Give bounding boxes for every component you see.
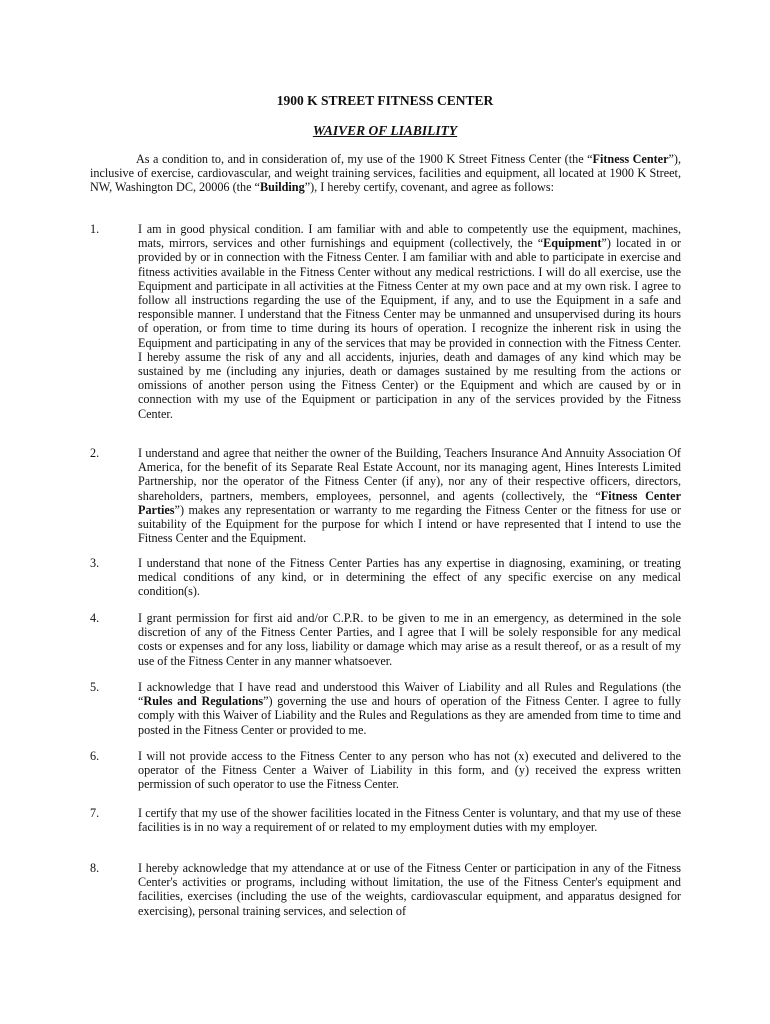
clause-2 [90,446,681,545]
intro-text: ”), I hereby certify, covenant, and agree as follows: [304,180,554,195]
clause-text-part: ”) located in or provided by or in connection with the Fitness Center. I am familiar with and able to participate in exercise and fitness activities available in the Fitness Center without any medical restrictions. I will do all exercise, use the Equipment and participate in all activities at the Fitness Center at my own pace and at my own risk. I agree to follow all instructions regarding the use of the Equipment, if any, and to use the Equipment in a safe and responsible manner. I understand that the Fitness Center may be unmanned and unsupervised during its hours of operation, or from time to time during its hours of operation. I recognize the inherent risk in using the Equipment and participating in any of the services that may be provided in connection with the Fitness Center. I hereby assume the risk of any and all accidents, injuries, death and damages of any kind which may be sustained by me (including any injuries, death or damages sustained by me resulting from the actions or omissions of another person using the Fitness Center) or the Equipment and which are caused by or in connection with my use of the Equipment or participation in any of the services provided by the Fitness Center. [138,236,681,421]
clause-text [138,611,681,668]
clause-7 [90,806,681,834]
clause-1 [90,222,681,421]
clause-text-part: I will not provide access to the Fitness Center to any person who has not (x) executed and delivered to the operator of the Fitness Center a Waiver of Liability in this form, and (y) received the express written permission of such operator to use the Fitness Center. [138,749,681,792]
defined-term: Rules and Regulations [143,694,264,709]
clause-number: 6. [90,749,100,763]
clause-text-part: I understand that none of the Fitness Center Parties has any expertise in diagnosing, examining, or treating medical conditions of any kind, or in determining the effect of any specific exercise on any medical condition(s). [138,556,681,599]
clause-number: 7. [90,806,100,820]
intro-text: ”), inclusive of exercise, cardiovascular, and weight training services, facilities and equipment, all located at 1900 K Street, NW, Washington DC, 20006 (the “ [90,152,682,195]
clause-text [138,749,681,792]
clause-6 [90,749,681,792]
clause-number: 2. [90,446,100,460]
clause-number: 1. [90,222,100,236]
clause-text-part: ”) makes any representation or warranty to me regarding the Fitness Center or the fitness for use or suitability of the Equipment for the purpose for which I intend or have represented that I intend to use the Fitness Center and the Equipment. [138,502,681,546]
clause-text-part: I hereby acknowledge that my attendance at or use of the Fitness Center or participation in any of the Fitness Center's activities or programs, including without limitation, the use of the Fitness Center's equipment and facilities, exercises (including the use of the weights, cardiovascular equipment, and apparatus designed for exercising), personal training services, and selection of [138,861,681,918]
clause-text-part: I understand and agree that neither the owner of the Building, Teachers Insurance And Annuity Association Of America, for the benefit of its Separate Real Estate Account, nor its managing agent, Hines Interests Limited Partnership, nor the operator of the Fitness Center (if any), nor any of their respective officers, directors, shareholders, partners, members, employees, personnel, and agents (collectively, the “ [138,446,681,503]
clause-text-part: I grant permission for first aid and/or C.P.R. to be given to me in an emergency, as determined in the sole discretion of any of the Fitness Center Parties, and I agree that I will be solely responsible for any medical costs or expenses and for any loss, liability or damage which may arise as a result thereof, or as a result of my use of the Fitness Center in any manner whatsoever. [138,611,681,668]
clause-text [138,806,681,834]
clause-text [138,556,681,599]
clause-3 [90,556,681,599]
clause-number: 8. [90,861,100,875]
clause-5 [90,680,681,737]
clause-4 [90,611,681,668]
clause-number: 4. [90,611,100,625]
clause-text [138,222,681,421]
clause-text-part: ”) governing the use and hours of operation of the Fitness Center. I agree to fully comply with this Waiver of Liability and the Rules and Regulations as they are amended from time to time and posted in the Fitness Center or provided to me. [138,694,681,737]
clause-number: 3. [90,556,100,570]
clause-text [138,680,681,737]
clause-text [138,861,681,918]
clause-text-part: I acknowledge that I have read and understood this Waiver of Liability and all Rules and Regulations (the “ [138,680,681,709]
defined-term: Fitness Center Parties [138,488,681,517]
clause-number: 5. [90,680,100,694]
defined-term: Building [259,180,305,195]
defined-term: Equipment [543,236,602,251]
intro-text: As a condition to, and in consideration of, my use of the 1900 K Street Fitness Center (the “ [136,152,593,166]
defined-term: Fitness Center [592,152,669,166]
clause-text-part: I am in good physical condition. I am familiar with and able to competently use the equipment, machines, mats, mirrors, services and other furnishings and equipment (collectively, the “ [138,222,681,251]
clause-8 [90,861,681,918]
document-title: 1900 K STREET FITNESS CENTER [276,93,494,108]
clause-text [138,446,681,545]
clause-text-part: I certify that my use of the shower facilities located in the Fitness Center is voluntary, and that my use of these facilities is in no way a requirement of or related to my employment duties with my employer. [138,806,681,835]
document-subtitle: WAIVER OF LIABILITY [312,123,458,138]
intro-paragraph [90,152,681,195]
